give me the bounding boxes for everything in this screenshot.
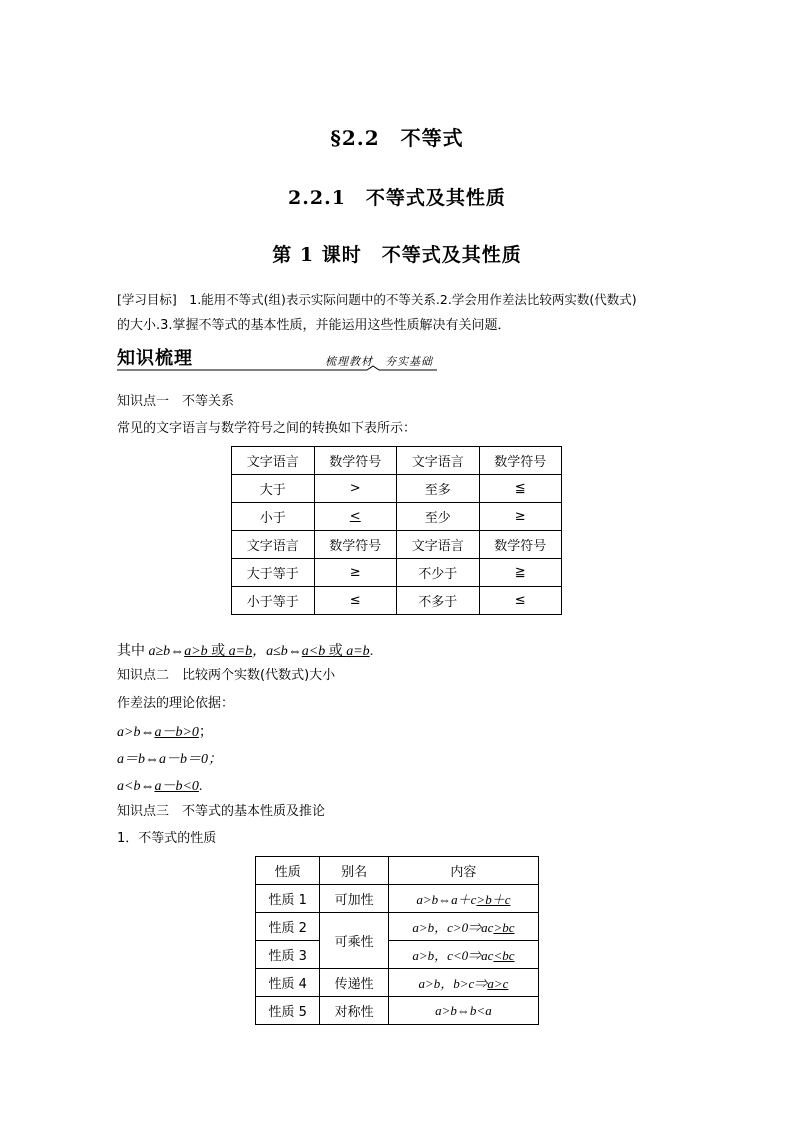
table-cell: 至多 [397,475,480,503]
table-row [256,997,539,1025]
knowledge-banner [117,344,437,372]
l3-answer: a－b<0 [154,779,199,794]
name-cell: 性质 4 [256,969,320,997]
name-cell: 性质 3 [256,941,320,969]
header-cell: 性质 [256,857,320,885]
table-cell: > [314,475,397,503]
content-pre: a>b，c<0⇒ac [412,948,494,963]
table-row [232,587,562,615]
k2-line2: a＝b⇔a－b＝0； [117,752,222,767]
table-cell: ≥ [479,503,562,531]
property-table [255,856,539,1025]
content-pre: a>b，c>0⇒ac [412,920,494,935]
k2-intro: 作差法的理论依据： [117,696,235,711]
alias-cell: 可加性 [320,885,388,913]
k2-line3 [117,775,202,795]
table-row [232,531,562,559]
table-cell: 数学符号 [479,531,562,559]
content-cell [388,997,538,1025]
table-cell: 小于等于 [232,587,315,615]
l3c: . [198,779,203,794]
table-cell: ≤ [314,587,397,615]
table-cell: 文字语言 [397,447,480,475]
table-cell: 文字语言 [232,447,315,475]
table-cell: 数学符号 [479,447,562,475]
table-cell: ≧ [479,559,562,587]
table-cell: ≤ [479,587,562,615]
section-title: §2.2 不等式 [330,126,464,150]
content-answer: >b＋c [476,892,511,907]
learning-goals-line2: 的大小.3.掌握不等式的基本性质，并能运用这些性质解决有关问题． [117,318,511,333]
content-answer: <bc [493,948,515,963]
alias-cell: 可乘性 [320,913,388,969]
banner-subtitle: 梳理教材 夯实基础 [325,355,433,368]
content-pre: a>b⇔b<a [435,1002,492,1018]
table-cell: 小于 [232,503,315,531]
l1c: ； [198,725,213,740]
table-cell: 大于 [232,475,315,503]
k3-item: 1．不等式的性质 [117,831,217,846]
note-prefix: 其中 [117,644,149,659]
k2-line1 [117,721,213,741]
note-answer: a=b [346,644,370,659]
table-cell: 大于等于 [232,559,315,587]
note-part: a≥b⇔ [148,644,185,659]
content-cell [388,885,538,913]
learning-goals-line1: [学习目标] 1.能用不等式(组)表示实际问题中的不等关系.2.学会用作差法比较两实数(代数式) [117,292,637,307]
table-cell: ≦ [479,475,562,503]
name-cell: 性质 1 [256,885,320,913]
table-row [232,475,562,503]
table-cell: 不少于 [397,559,480,587]
note-part: 或 [325,644,347,659]
table-cell: 文字语言 [397,531,480,559]
note-answer: a=b [228,644,253,659]
name-cell: 性质 2 [256,913,320,941]
header-cell: 内容 [388,857,538,885]
alias-cell: 传递性 [320,969,388,997]
content-cell [388,969,538,997]
note-part: ，a≤b⇔ [252,644,302,659]
lesson-title: 第 1 课时 不等式及其性质 [272,244,522,266]
k2-heading: 知识点二 比较两个实数(代数式)大小 [117,668,336,683]
content-answer: >bc [493,920,515,935]
banner-underline [117,344,437,372]
l3a: a<b⇔ [117,779,155,794]
note-part: . [369,644,374,659]
k1-heading: 知识点一 不等关系 [117,394,235,409]
content-answer: a>c [487,976,509,991]
l1a: a>b⇔ [117,725,155,740]
content-cell [388,941,538,969]
k1-note [117,640,373,660]
note-part: 或 [207,644,229,659]
header-cell: 别名 [320,857,388,885]
banner-title: 知识梳理 [117,348,193,369]
l1-answer: a－b>0 [154,725,199,740]
content-cell [388,913,538,941]
note-answer: a<b [301,644,326,659]
table-row [256,913,539,941]
k1-intro: 常见的文字语言与数学符号之间的转换如下表所示： [117,421,417,436]
note-answer: a>b [184,644,208,659]
table-row [232,559,562,587]
table-cell: 数学符号 [314,447,397,475]
table-cell: ≥ [314,559,397,587]
table-row [256,885,539,913]
table-cell: 文字语言 [232,531,315,559]
name-cell: 性质 5 [256,997,320,1025]
table-row [232,447,562,475]
table-row [256,941,539,969]
content-pre: a>b，b>c⇒ [418,976,488,991]
table-cell: 不多于 [397,587,480,615]
table-row [232,503,562,531]
content-pre: a>b⇔a＋c [416,892,477,907]
table-cell: < [314,503,397,531]
table-row [256,857,539,885]
table-cell: 数学符号 [314,531,397,559]
symbol-table [231,446,562,615]
k3-heading: 知识点三 不等式的基本性质及推论 [117,804,326,819]
subsection-title: 2.2.1 不等式及其性质 [288,187,506,209]
alias-cell: 对称性 [320,997,388,1025]
table-row [256,969,539,997]
table-cell: 至少 [397,503,480,531]
